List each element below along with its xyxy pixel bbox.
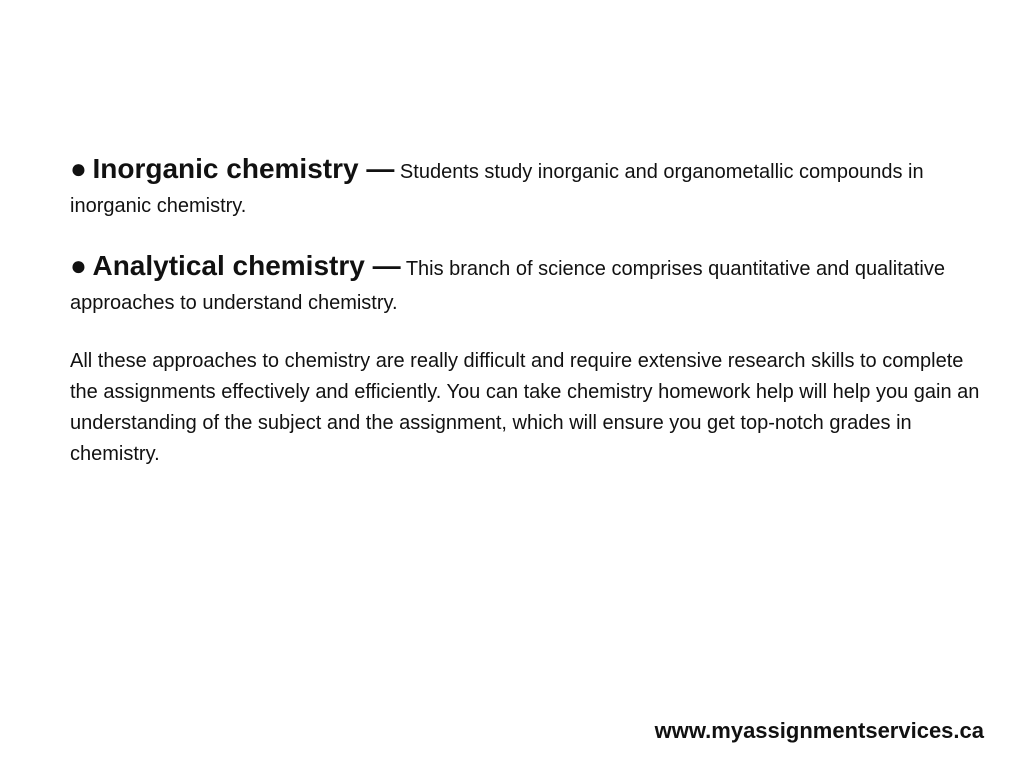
footer-website-url: www.myassignmentservices.ca bbox=[654, 718, 984, 743]
bullet-marker: ● bbox=[70, 153, 87, 184]
bullet-heading: Inorganic chemistry — bbox=[92, 153, 395, 184]
bullet-inorganic-chemistry bbox=[70, 152, 985, 223]
bullet-marker: ● bbox=[70, 250, 87, 281]
bullet-description: Students study inorganic and organometallic compounds in inorganic chemistry. bbox=[70, 161, 924, 217]
summary-paragraph: All these approaches to chemistry are really difficult and require extensive research skills to complete the assignments effectively and efficiently. You can take chemistry homework help will help you gain an understanding of the subject and the assignment, which will ensure you get top-notch grades in chemistry. bbox=[70, 350, 980, 465]
slide-content bbox=[70, 152, 985, 470]
bullet-description: This branch of science comprises quantitative and qualitative approaches to understand chemistry. bbox=[70, 258, 945, 314]
bullet-heading: Analytical chemistry — bbox=[92, 250, 401, 281]
bullet-analytical-chemistry bbox=[70, 249, 985, 320]
